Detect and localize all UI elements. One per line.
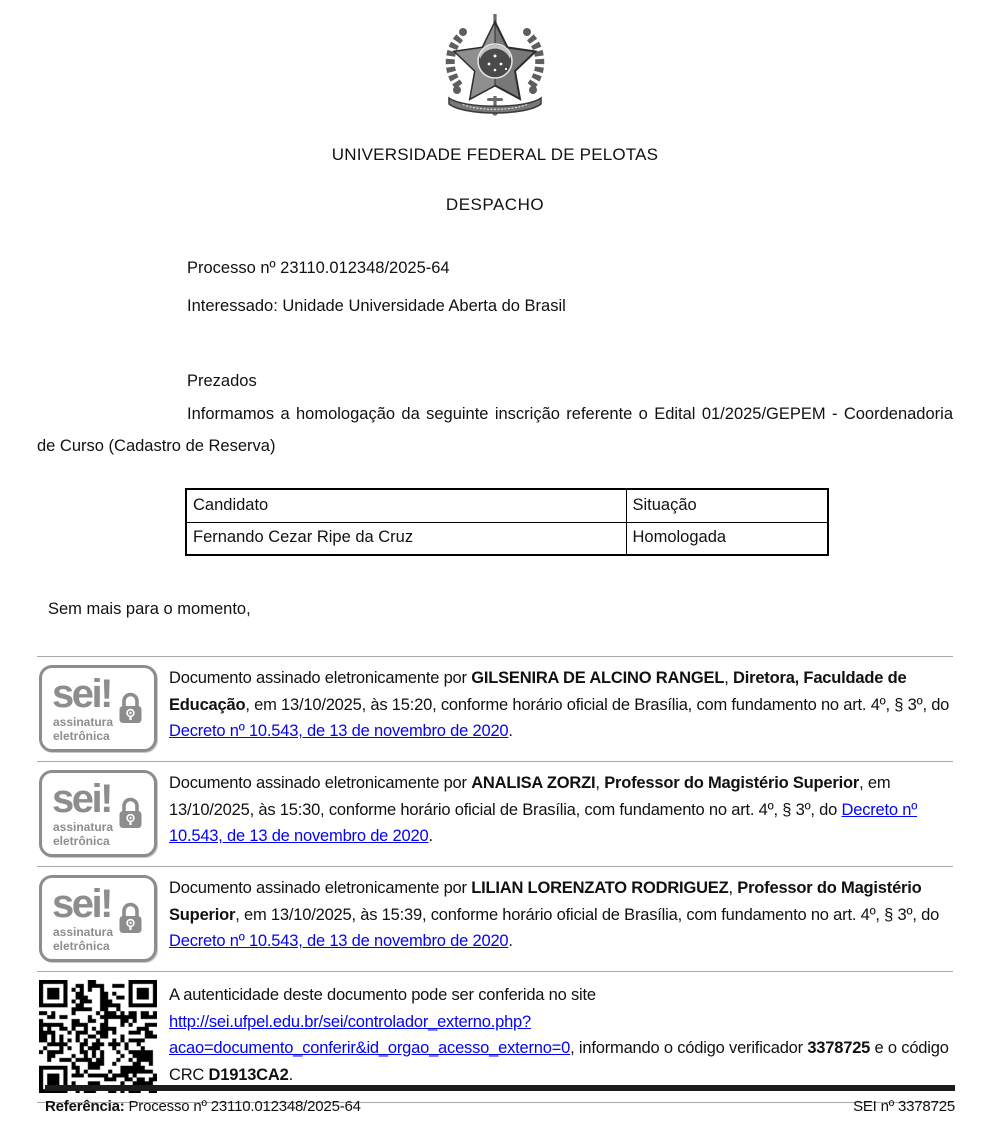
sei-number: SEI nº 3378725 <box>853 1098 955 1115</box>
signer-role: Professor do Magistério Superior <box>604 774 860 792</box>
verification-text: A autenticidade deste documento pode ser conferida no site http://sei.ufpel.edu.br/sei/controlador_externo.php? acao=documento_conferir&id_orgao_acesso_externo=0, informando o código verificador 3378725 e o código CRC D1913CA2. <box>169 986 949 1084</box>
brazil-coat-of-arms-icon <box>419 12 571 120</box>
signature-row <box>37 656 953 761</box>
reference-line <box>45 1098 361 1115</box>
verifier-code: 3378725 <box>807 1039 871 1057</box>
signer-name: LILIAN LORENZATO RODRIGUEZ <box>471 879 729 897</box>
body-paragraph: Informamos a homologação da seguinte inscrição referente o Edital 01/2025/GEPEM - Coordenadoria de Curso (Cadastro de Reserva) <box>37 405 953 455</box>
signature-row <box>37 761 953 866</box>
sei-signature-stamp <box>39 665 157 752</box>
decree-link[interactable]: Decreto nº 10.543, de 13 de novembro de 2020 <box>169 932 509 950</box>
qr-code <box>39 980 157 1093</box>
document-type-title: DESPACHO <box>445 195 545 214</box>
decree-link[interactable]: Decreto nº 10.543, de 13 de novembro de 2020 <box>169 722 509 740</box>
sei-logo: sei! <box>52 672 111 716</box>
signature-row <box>37 866 953 971</box>
header-emblem-area <box>37 12 953 125</box>
signer-name: GILSENIRA DE ALCINO RANGEL <box>471 669 725 687</box>
salutation: Prezados <box>187 372 257 390</box>
page-footer <box>45 1085 955 1115</box>
padlock-icon <box>114 900 146 938</box>
header-cell-situacao: Situação <box>626 489 828 522</box>
table-header-row <box>186 489 828 522</box>
decree-link[interactable]: Decreto nº 10.543, de 13 de novembro de 2020 <box>169 800 918 845</box>
candidates-table <box>185 488 829 556</box>
footer-divider-bar <box>45 1085 955 1091</box>
signer-role: Diretora, Faculdade de Educação <box>169 669 907 714</box>
cell-status: Homologada <box>626 522 828 555</box>
padlock-icon <box>114 690 146 728</box>
closing-line: Sem mais para o momento, <box>48 600 251 618</box>
process-number: Processo nº 23110.012348/2025-64 <box>187 259 450 277</box>
signature-text: Documento assinado eletronicamente por GILSENIRA DE ALCINO RANGEL, Diretora, Faculdade de Educação, em 13/10/2025, às 15:20, conforme horário oficial de Brasília, com fundamento no art. 4º, § 3º, do Decreto nº 10.543, de 13 de novembro de 2020. <box>169 669 950 740</box>
signatures-section <box>37 656 953 1103</box>
organization-name: UNIVERSIDADE FEDERAL DE PELOTAS <box>331 145 659 164</box>
padlock-icon <box>114 795 146 833</box>
signer-role: Professor do Magistério Superior <box>169 879 922 924</box>
sei-logo-subtitle: assinatura eletrônica <box>53 715 114 743</box>
cell-candidate-name: Fernando Cezar Ripe da Cruz <box>186 522 626 555</box>
table-row <box>186 522 828 555</box>
signer-name: ANALISA ZORZI <box>471 774 596 792</box>
header-cell-candidato: Candidato <box>186 489 626 522</box>
sei-logo-subtitle: assinatura eletrônica <box>53 925 114 953</box>
verification-row <box>37 971 953 1103</box>
sei-logo: sei! <box>52 882 111 926</box>
sei-signature-stamp <box>39 770 157 857</box>
crc-code: D1913CA2 <box>208 1065 289 1084</box>
signature-text: Documento assinado eletronicamente por ANALISA ZORZI, Professor do Magistério Superior, em 13/10/2025, às 15:30, conforme horário oficial de Brasília, com fundamento no art. 4º, § 3º, do Decreto nº 10.543, de 13 de novembro de 2020. <box>169 774 918 845</box>
interested-party: Interessado: Unidade Universidade Aberta do Brasil <box>187 297 566 315</box>
sei-logo-subtitle: assinatura eletrônica <box>53 820 114 848</box>
signature-text: Documento assinado eletronicamente por LILIAN LORENZATO RODRIGUEZ, Professor do Magistério Superior, em 13/10/2025, às 15:39, conforme horário oficial de Brasília, com fundamento no art. 4º, § 3º, do Decreto nº 10.543, de 13 de novembro de 2020. <box>169 879 940 950</box>
sei-logo: sei! <box>52 777 111 821</box>
reference-value: Processo nº 23110.012348/2025-64 <box>124 1098 361 1115</box>
process-block <box>187 249 953 325</box>
verification-url-link[interactable]: http://sei.ufpel.edu.br/sei/controlador_externo.php? acao=documento_conferir&id_orgao_acesso_externo=0 <box>169 1012 571 1057</box>
sei-signature-stamp <box>39 875 157 962</box>
reference-label: Referência: <box>45 1098 125 1115</box>
